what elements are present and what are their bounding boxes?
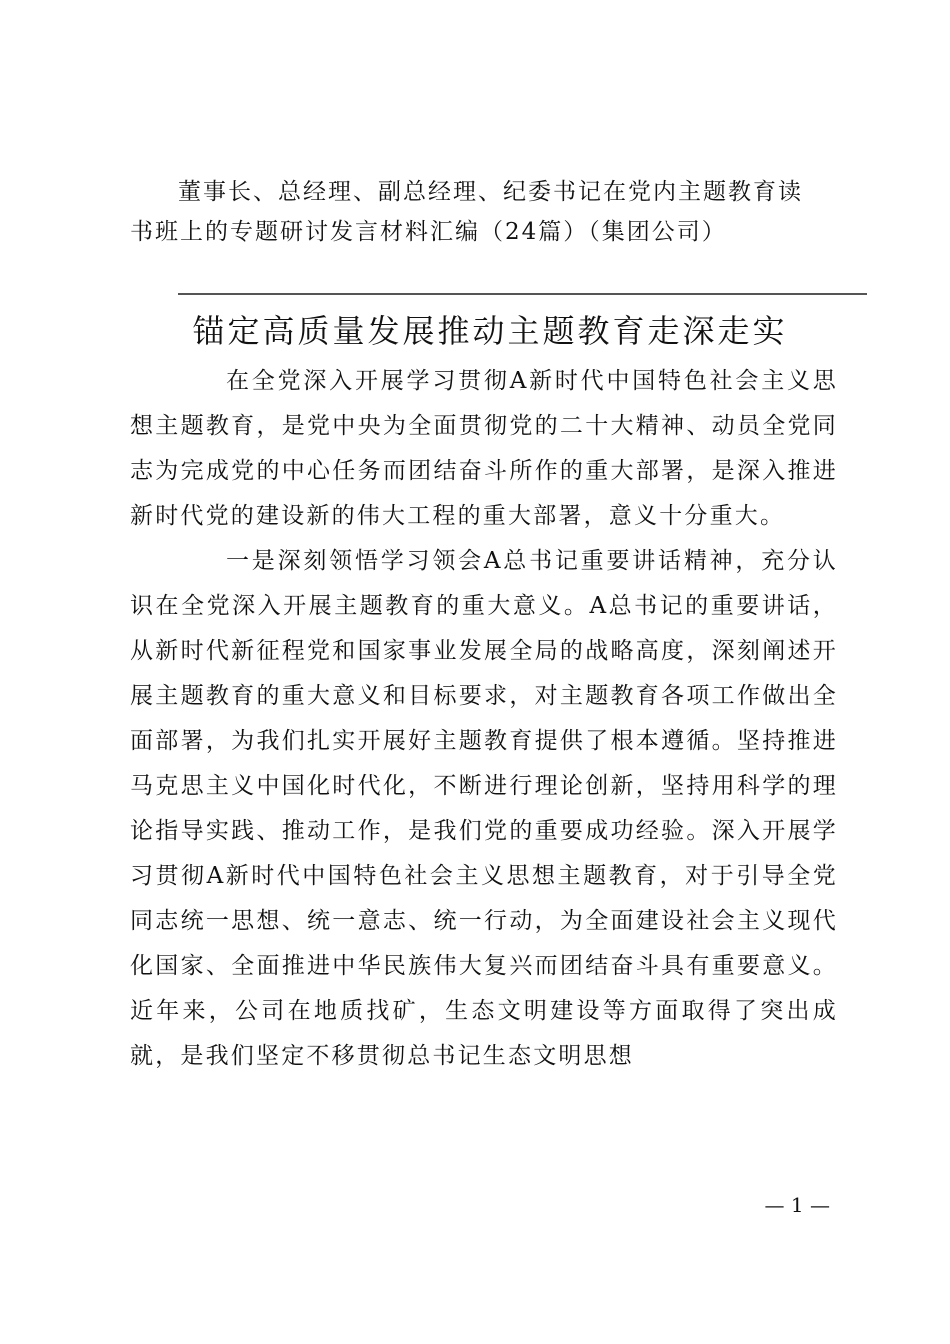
document-title-line-1: 董事长、总经理、副总经理、纪委书记在党内主题教育读 bbox=[178, 179, 803, 205]
body-paragraph-2: 一是深刻领悟学习领会A总书记重要讲话精神，充分认识在全党深入开展主题教育的重大意义。A总书记的重要讲话，从新时代新征程党和国家事业发展全局的战略高度，深刻阐述开展主题教育的重大意义和目标要求，对主题教育各项工作做出全面部署，为我们扎实开展好主题教育提供了根本遵循。坚持推进马克思主义中国化时代化，不断进行理论创新，坚持用科学的理论指导实践、推动工作，是我们党的重要成功经验。深入开展学习贯彻A新时代中国特色社会主义思想主题教育，对于引导全党同志统一思想、统一意志、统一行动，为全面建设社会主义现代化国家、全面推进中华民族伟大复兴而团结奋斗具有重要意义。近年来，公司在地质找矿，生态文明建设等方面取得了突出成就，是我们坚定不移贯彻总书记生态文明思想 bbox=[130, 548, 838, 1069]
body-paragraph-1: 在全党深入开展学习贯彻A新时代中国特色社会主义思想主题教育，是党中央为全面贯彻党的二十大精神、动员全党同志为完成党的中心任务而团结奋斗所作的重大部署，是深入推进新时代党的建设新的伟大工程的重大部署，意义十分重大。 bbox=[130, 368, 838, 529]
document-title-line-2: 书班上的专题研讨发言材料汇编（24篇）（集团公司） bbox=[130, 219, 727, 245]
title-divider bbox=[178, 293, 867, 295]
article-headline: 锚定高质量发展推动主题教育走深走实 bbox=[192, 312, 788, 350]
page-number: — 1 — bbox=[764, 1193, 830, 1217]
document-title bbox=[130, 172, 830, 252]
article-body bbox=[130, 359, 838, 1079]
